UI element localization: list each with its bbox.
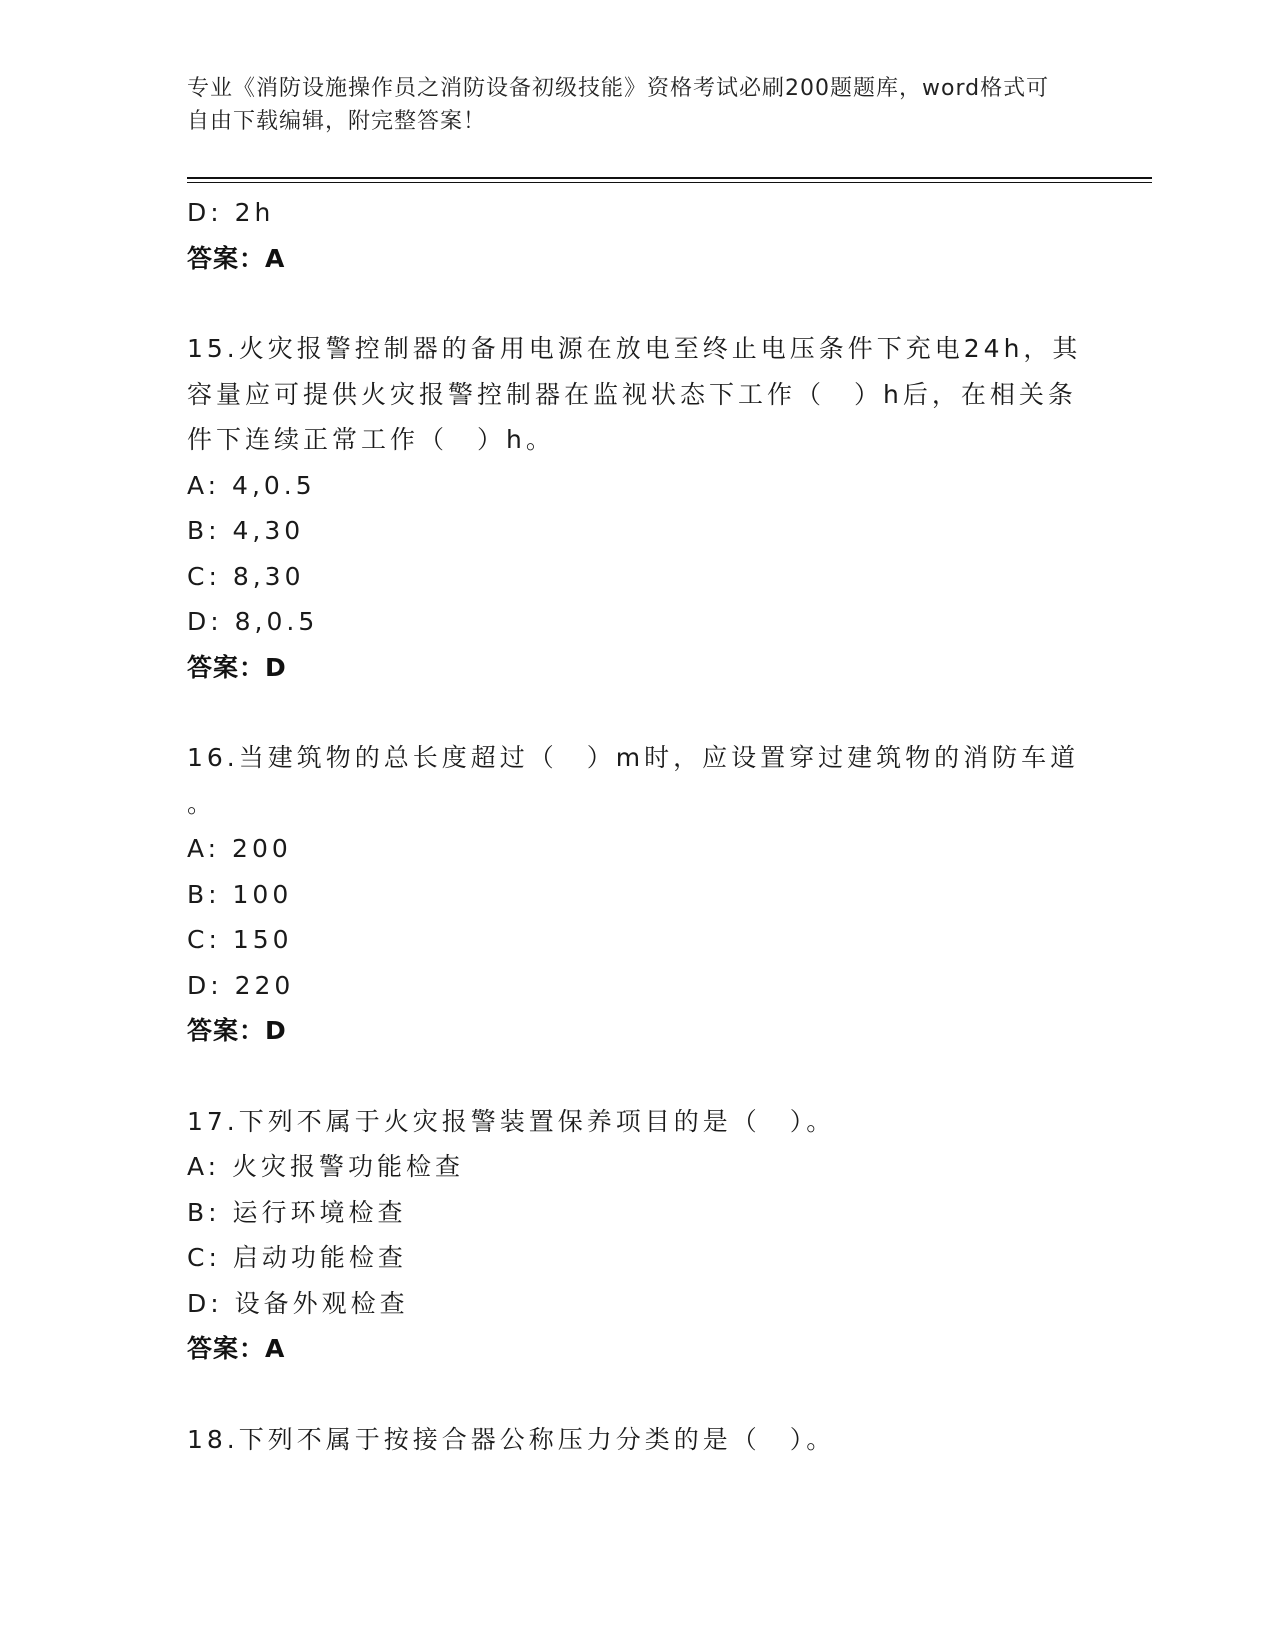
answer: 答案：D	[187, 652, 287, 682]
prev-answer: 答案：A	[187, 243, 286, 273]
option-c: C: 启动功能检查	[187, 1243, 407, 1272]
question-stem-line: 容量应可提供火灾报警控制器在监视状态下工作（ ）h后，在相关条	[187, 379, 1077, 409]
option-b: B: 100	[187, 879, 293, 909]
spacer	[187, 690, 1087, 735]
question-stem-line: 件下连续正常工作（ ）h。	[187, 425, 555, 454]
question-18	[187, 1417, 1087, 1463]
option-c: C: 8,30	[187, 561, 305, 591]
option-a: A: 4,0.5	[187, 470, 316, 500]
option-c: C: 150	[187, 925, 293, 954]
header-title: 专业《消防设施操作员之消防设备初级技能》资格考试必刷200题题库，word格式可自由下载编辑，附完整答案！	[187, 76, 1050, 134]
prev-option-d: D: 2h	[187, 198, 275, 227]
option-d: D: 220	[187, 970, 295, 1000]
question-stem-line: 15.火灾报警控制器的备用电源在放电至终止电压条件下充电24h，其	[187, 334, 1082, 363]
option-b: B: 运行环境检查	[187, 1197, 407, 1227]
question-17	[187, 1099, 1087, 1372]
document-body	[187, 190, 1087, 1462]
question-stem-line: 。	[187, 788, 217, 818]
option-b: B: 4,30	[187, 516, 305, 545]
page-header	[187, 72, 1067, 138]
question-stem-line: 17.下列不属于火灾报警装置保养项目的是（ ）。	[187, 1106, 836, 1136]
spacer	[187, 281, 1087, 326]
header-divider-thin	[187, 182, 1152, 183]
option-d: D: 8,0.5	[187, 607, 319, 636]
question-stem-line: 18.下列不属于按接合器公称压力分类的是（ ）。	[187, 1424, 836, 1454]
question-15	[187, 326, 1087, 690]
option-d: D: 设备外观检查	[187, 1288, 409, 1318]
option-a: A: 火灾报警功能检查	[187, 1152, 465, 1181]
question-stem-line: 16.当建筑物的总长度超过（ ）m时，应设置穿过建筑物的消防车道	[187, 743, 1080, 772]
spacer	[187, 1054, 1087, 1099]
option-a: A: 200	[187, 834, 292, 863]
answer: 答案：D	[187, 1016, 287, 1045]
header-divider-thick	[187, 177, 1152, 179]
spacer	[187, 1372, 1087, 1417]
answer: 答案：A	[187, 1334, 286, 1363]
question-16	[187, 735, 1087, 1054]
